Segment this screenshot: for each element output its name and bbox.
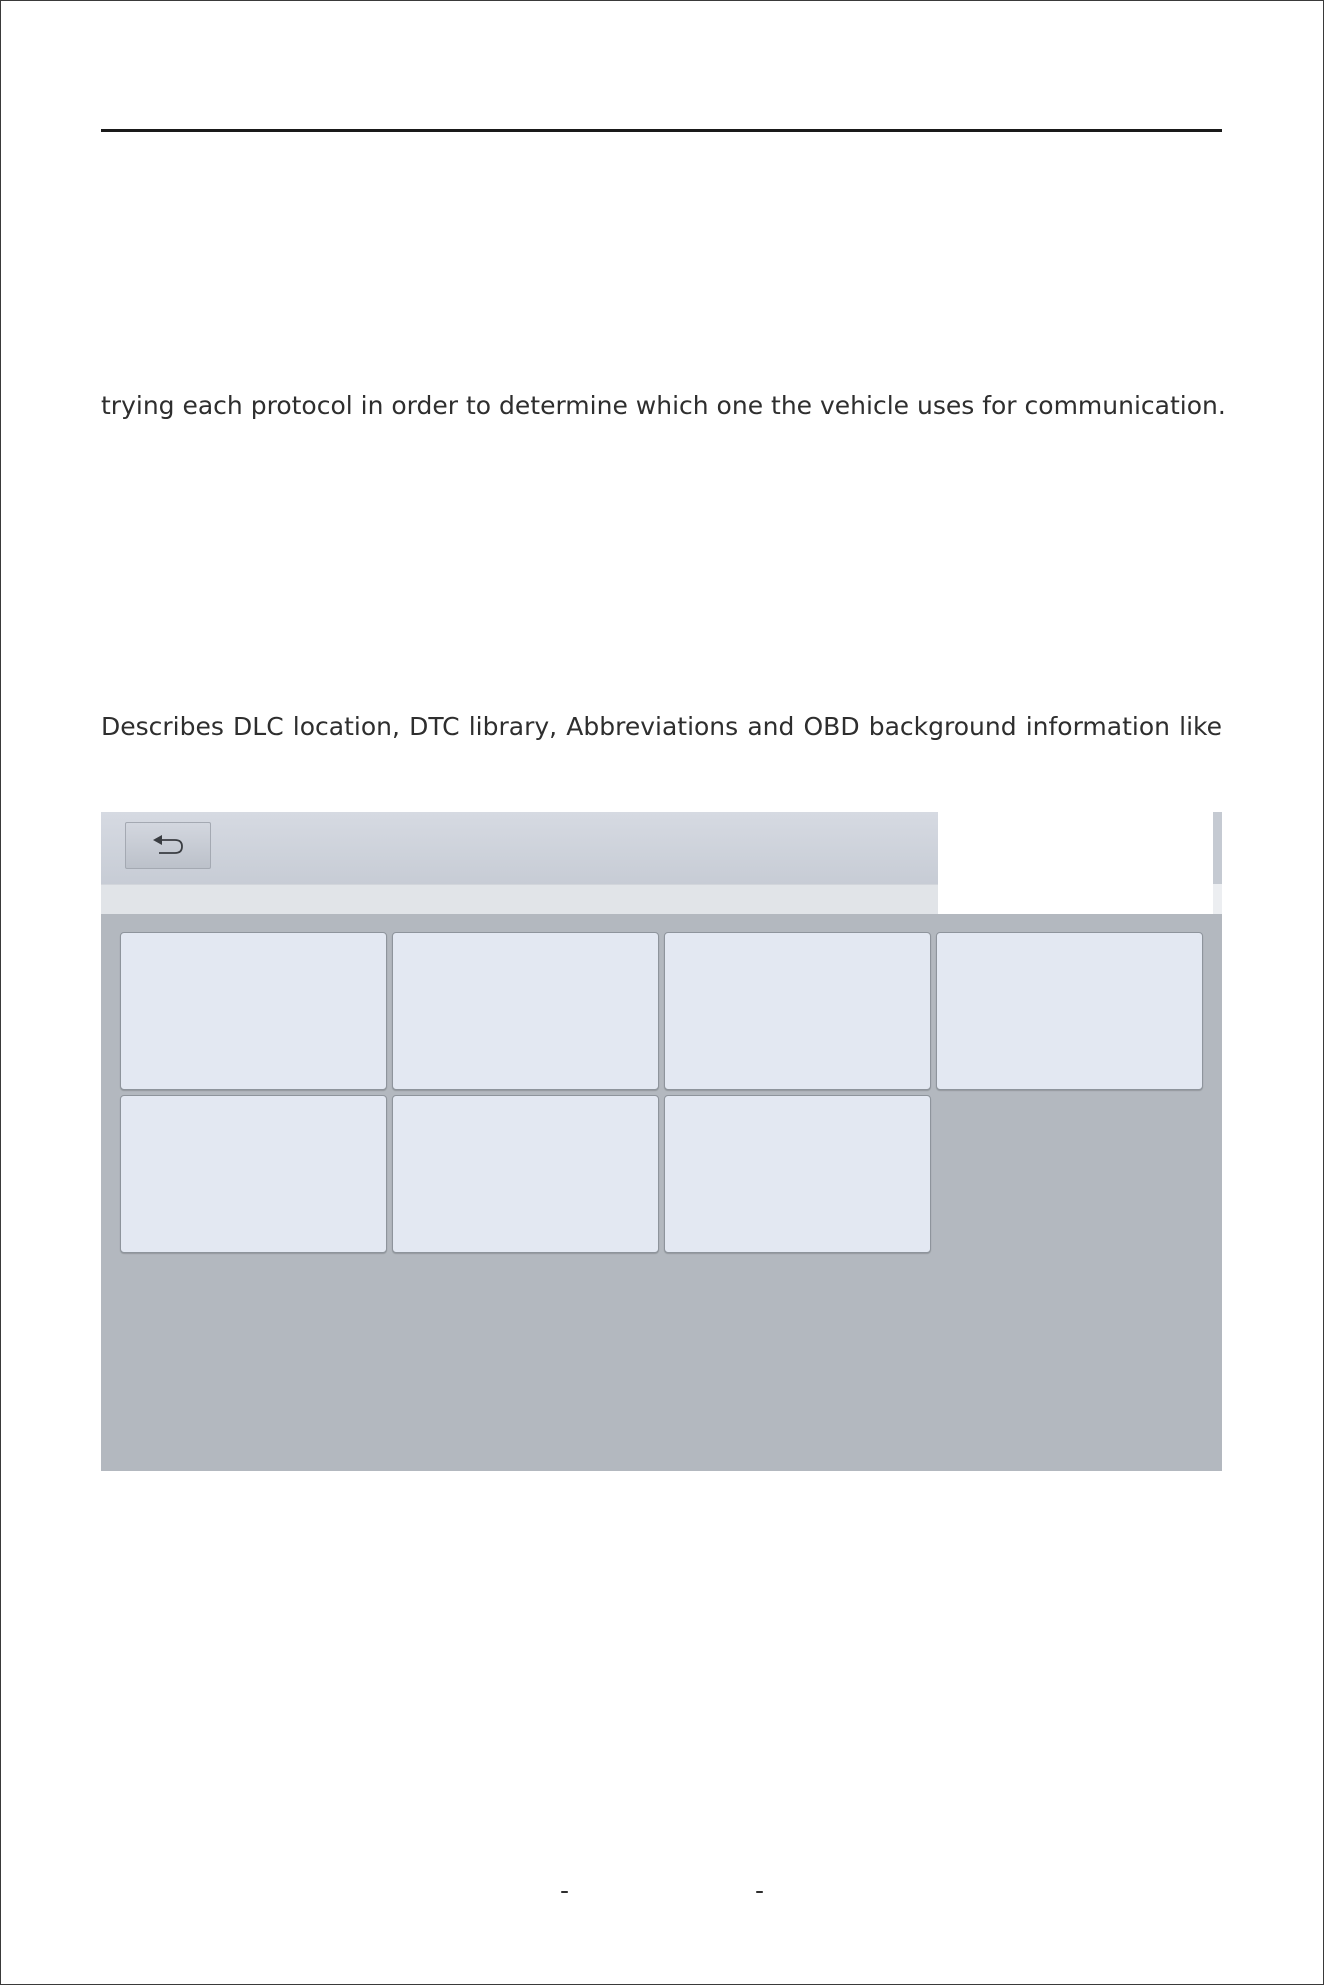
back-button[interactable] bbox=[125, 822, 211, 869]
back-arrow-icon bbox=[150, 833, 186, 859]
menu-tile[interactable] bbox=[664, 1095, 931, 1253]
scrollbar[interactable] bbox=[1213, 812, 1222, 914]
body-paragraph-1: trying each protocol in order to determine which one the vehicle uses for communication. bbox=[101, 391, 1226, 420]
device-screenshot bbox=[101, 812, 1222, 1471]
scrollbar-thumb[interactable] bbox=[1213, 812, 1222, 884]
page-number bbox=[560, 1874, 764, 1908]
page-dash-left: - bbox=[560, 1876, 570, 1905]
menu-tile[interactable] bbox=[936, 932, 1203, 1090]
menu-tile[interactable] bbox=[664, 932, 931, 1090]
page-dash-right: - bbox=[754, 1876, 764, 1905]
screen-top-bar bbox=[101, 812, 938, 884]
screen-sub-bar bbox=[101, 884, 938, 914]
header-rule bbox=[101, 129, 1222, 132]
body-paragraph-2: Describes DLC location, DTC library, Abbreviations and OBD background information like bbox=[101, 712, 1222, 741]
menu-tile[interactable] bbox=[392, 1095, 659, 1253]
screen-content bbox=[101, 914, 1222, 1471]
menu-tile[interactable] bbox=[392, 932, 659, 1090]
menu-tile[interactable] bbox=[120, 1095, 387, 1253]
menu-tile[interactable] bbox=[120, 932, 387, 1090]
